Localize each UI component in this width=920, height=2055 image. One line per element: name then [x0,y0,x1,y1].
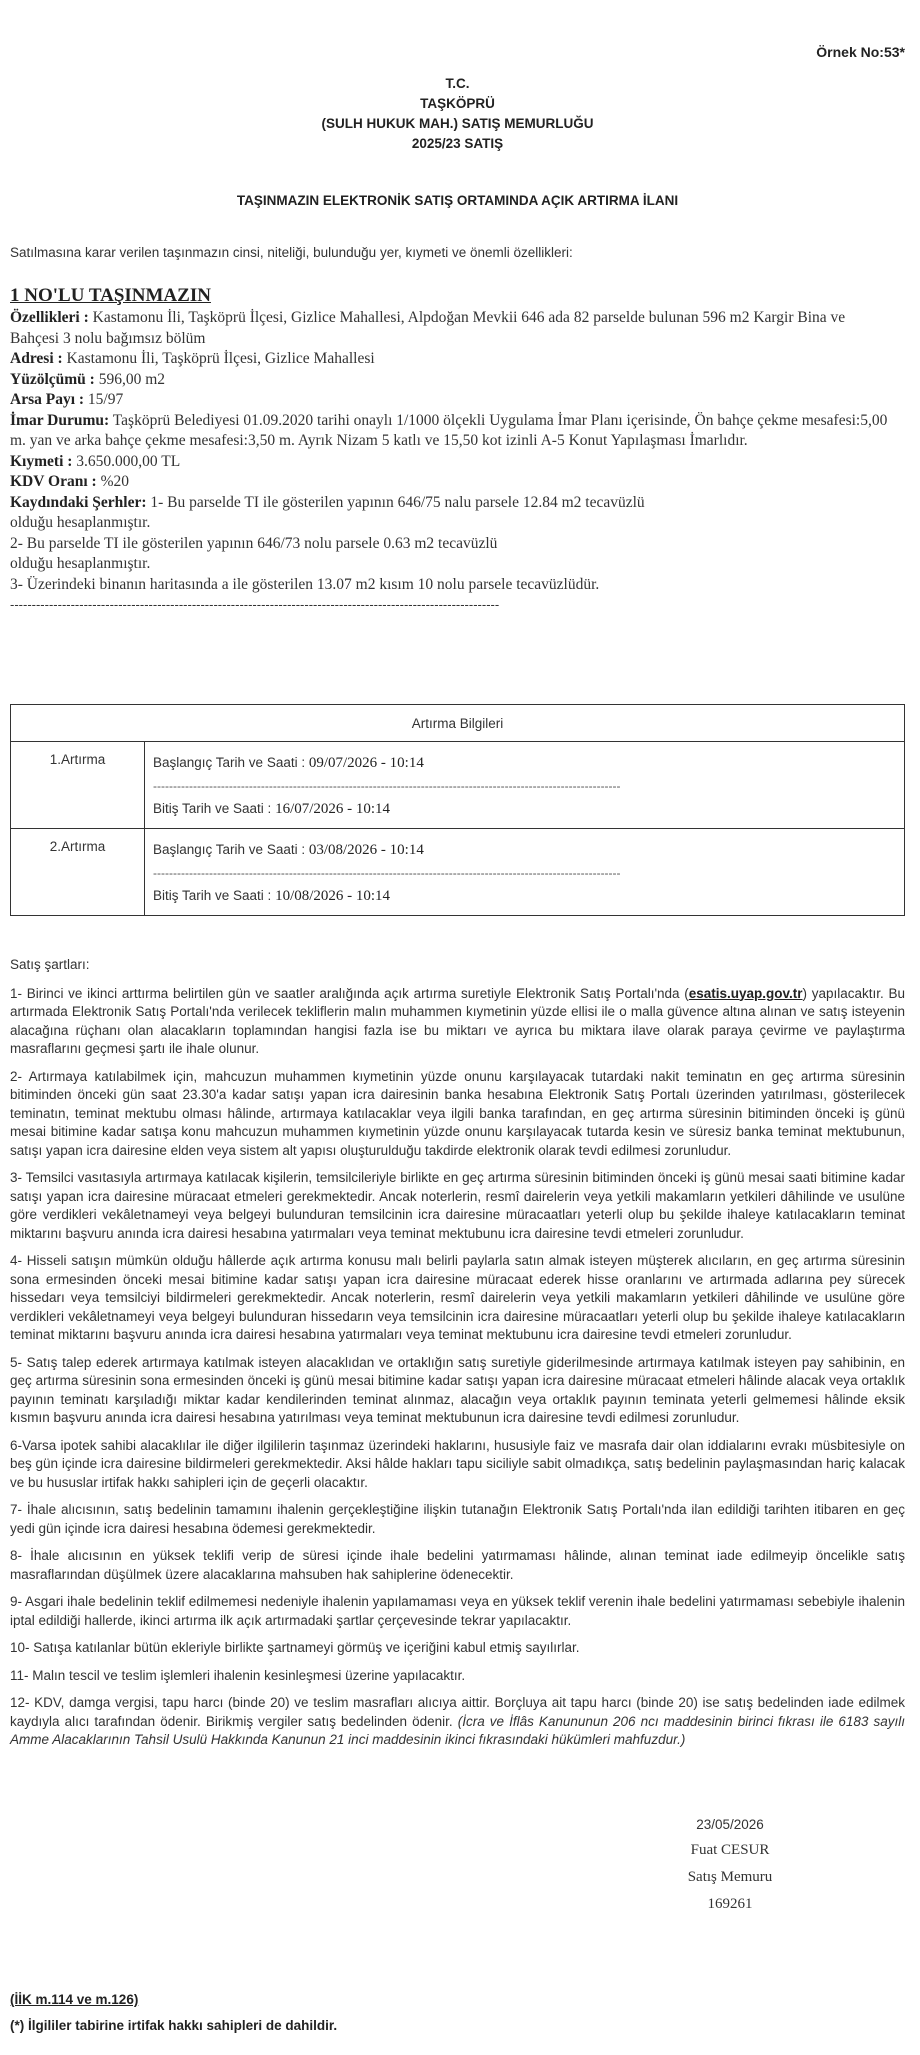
sale-conditions [10,956,905,1759]
ilan-title: TAŞINMAZIN ELEKTRONİK SATIŞ ORTAMINDA AÇIK ARTIRMA İLANI [236,193,679,208]
signature-date: 23/05/2026 [696,1817,764,1832]
condition-11: 11- Malın tescil ve teslim işlemleri ihalenin kesinleşmesi üzerine yapılacaktır. [10,1667,466,1683]
auction-row-label: 1.Artırma [11,742,145,829]
property-annotation-2b: olduğu hesaplanmıştır. [10,555,151,572]
auction-row [11,829,905,916]
auction-row-label: 2.Artırma [11,829,145,916]
property-vat: KDV Oranı : %20 [10,473,129,490]
property-annotation-3: 3- Üzerindeki binanın haritasında a ile gösterilen 13.07 m2 kısım 10 nolu parsele tecavüzlüdür. [10,575,600,593]
condition-5: 5- Satış talep ederek artırmaya katılmak isteyen alacaklıdan ve ortaklığın satış suretiyle giderilmesinde artırmaya katılmak isteyen pay sahibinin, en geç artırma süresinin sona ermesinden önceki iş günü mesai bitimine kadar satışı yapan icra dairesine müracaat etmeleri hâlinde alacak veya ortaklık payının teminatı karşıladığı miktar kadar kendilerinden teminat alınmaz, alacağın veya ortaklık payının teminata yeterli gelmemesi hâlinde eksik kısmın başvuru anında icra dairesi hesabına yatırılması veya teminat mektubunun icra dairesine tevdi edilmesi zorunludur. [10,1354,905,1425]
auction-row-separator: --------------------------------------------------------------------------------------------------------------------- [153,779,621,793]
header-line-city: TAŞKÖPRÜ [420,96,495,111]
property-address: Adresi : Kastamonu İli, Taşköprü İlçesi, Gizlice Mahallesi [10,350,375,367]
signature-block [630,1817,830,1913]
condition-8: 8- İhale alıcısının en yüksek teklifi verip de süresi içinde ihale bedelini yatırmaması hâlinde, alınan teminat iade edilmeyip öncelikle satış masraflarından düşülmek üzere alacaklarına mahsuben hak sahiplerine ödenecektir. [10,1548,905,1582]
property-features: Özellikleri : Kastamonu İli, Taşköprü İlçesi, Gizlice Mahallesi, Alpdoğan Mevkii 646 ada 82 parselde bulunan 596 m2 Kargir Bina ve Bahçesi 3 nolu bağımsız bölüm [10,309,846,347]
signature-number: 169261 [707,1896,753,1912]
property-annotations: Kaydındaki Şerhler: 1- Bu parselde TI ile gösterilen yapının 646/75 nalu parsele 12.84 m2 tecavüzlü [10,493,645,511]
property-annotation-1b: olduğu hesaplanmıştır. [10,514,151,531]
condition-3: 3- Temsilci vasıtasıyla artırmaya katılacak kişilerin, temsilcileriyle birlikte en geç artırma süresinin bitiminden önceki iş günü mesai saati bitimine kadar satışı yapan icra dairesine müracaat etmeleri gerekmektedir. Ancak noterlerin, resmî dairelerin veya yetkili makamların yetkileri dâhilinde ve usulüne göre verdikleri vekâletnameyi veya belgeyi bulunduran temsilcinin icra dairesine müracaatları yeterli olup bu şekilde ihaleye katılacakların teminat miktarını başvuru anında icra dairesi hesabına yatırmaları veya teminat mektubunu icra dairesine tevdi etmeleri zorunludur. [10,1170,905,1241]
property-annotation-2a: 2- Bu parselde TI ile gösterilen yapının 646/73 nolu parsele 0.63 m2 tecavüzlü [10,534,498,552]
property-value: Kıymeti : 3.650.000,00 TL [10,452,181,470]
condition-2: 2- Artırmaya katılabilmek için, mahcuzun muhammen kıymetinin yüzde onunu karşılayacak tutardaki nakit teminatın en geç artırma süresinin bitiminden önceki gün saat 23.30'a kadar satışı yapan icra dairesinin banka hesabına Elektronik Satış Portalı üzerinden yatırılması, gösterilecek teminatın, teminat mektubu olması hâlinde, artırmaya katılacaklar veya ilgili banka tarafından, en geç artırma süresinin bitiminden önceki iş günü mesai bitimine kadar satışa konu mahcuzun muhammen kıymetinin yüzde onunu karşılayacak tutarda kesin ve süresiz banka teminat mektubunun, satışı yapan icra dairesine elden veya sistem alt yapısı oluşturulduğu takdirde elektronik olarak tevdi edilmesi zorunludur. [10,1068,905,1158]
auction-row [11,742,905,829]
header-line-tc: T.C. [445,76,470,91]
dash-separator: ----------------------------------------------------------------------------------------------------------------- [10,597,500,612]
condition-7: 7- İhale alıcısının, satış bedelinin tamamını ihalenin gerçekleştiğine ilişkin tutanağın Elektronik Satış Portalı'nda ilan edildiği tarihten itibaren en geç yedi gün içinde icra dairesi hesabına ödemesi gerekmektedir. [10,1502,905,1536]
condition-4: 4- Hisseli satışın mümkün olduğu hâllerde açık artırma konusu malı belirli paylarla satın almak isteyen müşterek alıcıların, en geç artırma süresinin sona ermesinden önceki mesai bitimine kadar satışı yapan icra dairesine müracaat ederek hisse oranlarını ve artırmada adlarına pey sürecek hissedarı veya temsilciyi bildirmeleri gerekmektedir. Ancak noterlerin, resmî dairelerin veya yetkili makamların yetkileri dâhilinde ve usulüne göre verdikleri vekâletnameyi veya belgeyi bulunduran hissedarın veya temsilcinin icra dairesine müracaatları yeterli olup bu şekilde ihaleye katılacakların teminat miktarını başvuru anında icra dairesi hesabına yatırmaları veya teminat mektubunu icra dairesine tevdi etmeleri zorunludur. [10,1253,905,1342]
auction-table [10,704,905,916]
property-area: Yüzölçümü : 596,00 m2 [10,370,166,388]
auction-table-wrap [10,704,905,916]
auction-end: Bitiş Tarih ve Saati : 10/08/2026 - 10:14 [153,888,391,904]
auction-end: Bitiş Tarih ve Saati : 16/07/2026 - 10:14 [153,801,391,817]
property-zoning: İmar Durumu: Taşköprü Belediyesi 01.09.2020 tarihi onaylı 1/1000 ölçekli Uygulama İmar Planı içerisinde, Ön bahçe çekme mesafesi:5,00 m. yan ve arka bahçe çekme mesafesi:3,50 m. Ayrık Nizam 5 katlı ve 15,50 kot izinli A-5 Konut Yapılaşması İmarlıdır. [10,411,888,449]
auction-table-heading: Artırma Bilgileri [11,705,905,742]
ornek-no: Örnek No:53* [816,44,905,60]
condition-10: 10- Satışa katılanlar bütün ekleriyle birlikte şartnameyi görmüş ve içeriğini kabul etmiş sayılırlar. [10,1640,580,1655]
property-details [10,284,890,616]
header-line-file: 2025/23 SATIŞ [411,136,504,151]
condition-6: 6-Varsa ipotek sahibi alacaklılar ile diğer ilgililerin taşınmaz üzerindeki haklarını, hususiyle faiz ve masrafa dair olan iddialarını evrakı müsbitesiyle on beş gün içinde icra dairesine bildirmeleri gerekmektedir. Aksi hâlde hakları tapu siciliyle sabit olmadıkça, satış bedelinin paylaşmasından hariç kalacak ve bu hususlar irtifak hakkı sahipleri için de geçerli olacaktır. [10,1437,905,1490]
footer-law-reference: (İİK m.114 ve m.126) [10,1992,139,2007]
conditions-heading: Satış şartları: [10,957,90,972]
intro-text: Satılmasına karar verilen taşınmazın cinsi, niteliği, bulunduğu yer, kıymeti ve önemli özellikleri: [10,245,573,260]
document-header [10,74,905,154]
esatis-link[interactable]: esatis.uyap.gov.tr [688,985,803,1001]
header-line-office: (SULH HUKUK MAH.) SATIŞ MEMURLUĞU [321,116,594,131]
auction-start: Başlangıç Tarih ve Saati : 09/07/2026 - 10:14 [153,755,424,771]
footer-note: (*) İlgililer tabirine irtifak hakkı sahipleri de dahildir. [10,2018,338,2033]
condition-12: 12- KDV, damga vergisi, tapu harcı (binde 20) ve teslim masrafları alıcıya aittir. Borçluya ait tapu harcı (binde 20) ise satış bedelinden iade edilmek kaydıyla alıcı tarafından ödenir. Birikmiş vergiler satış bedelinden ödenir. (İcra ve İflâs Kanununun 206 ncı maddesinin birinci fıkrası ile 6183 sayılı Amme Alacaklarının Tahsil Usulü Hakkında Kanunun 21 inci maddesinin ikinci fıkrasındaki hükümleri mahfuzdur.) [10,1695,906,1747]
signature-role: Satış Memuru [687,1869,773,1885]
signature-name: Fuat CESUR [690,1842,770,1858]
condition-9: 9- Asgari ihale bedelinin teklif edilmemesi nedeniyle ihalenin yapılamaması veya en yüksek teklif verenin ihale bedelini yatırmaması sebebiyle ihalenin iptal edildiği hallerde, ikinci artırma ilk açık artırmadaki şartlar çerçevesinde tekrar yapılacaktır. [10,1594,905,1628]
property-share: Arsa Payı : 15/97 [10,391,124,408]
property-title: 1 NO'LU TAŞINMAZIN [10,285,211,306]
auction-start: Başlangıç Tarih ve Saati : 03/08/2026 - 10:14 [153,842,424,858]
condition-1: 1- Birinci ve ikinci arttırma belirtilen gün ve saatler aralığında açık artırma suretiyle Elektronik Satış Portalı'nda (esatis.uyap.gov.tr) yapılacaktır. Bu artırmada Elektronik Satış Portalı'nda verilecek tekliflerin malın muhammen kıymetinin yüzde ellisi ile o malla güvence altına alınan ve satış isteyenin alacağına rüçhanı olan alacakların toplamından hangisi fazla ise bu miktarı ve ayrıca bu miktara ilave olarak paraya çevirme ve paylaştırma masraflarını geçmesi şartı ile ihale olunur. [10,985,905,1056]
auction-row-separator: --------------------------------------------------------------------------------------------------------------------- [153,866,621,880]
